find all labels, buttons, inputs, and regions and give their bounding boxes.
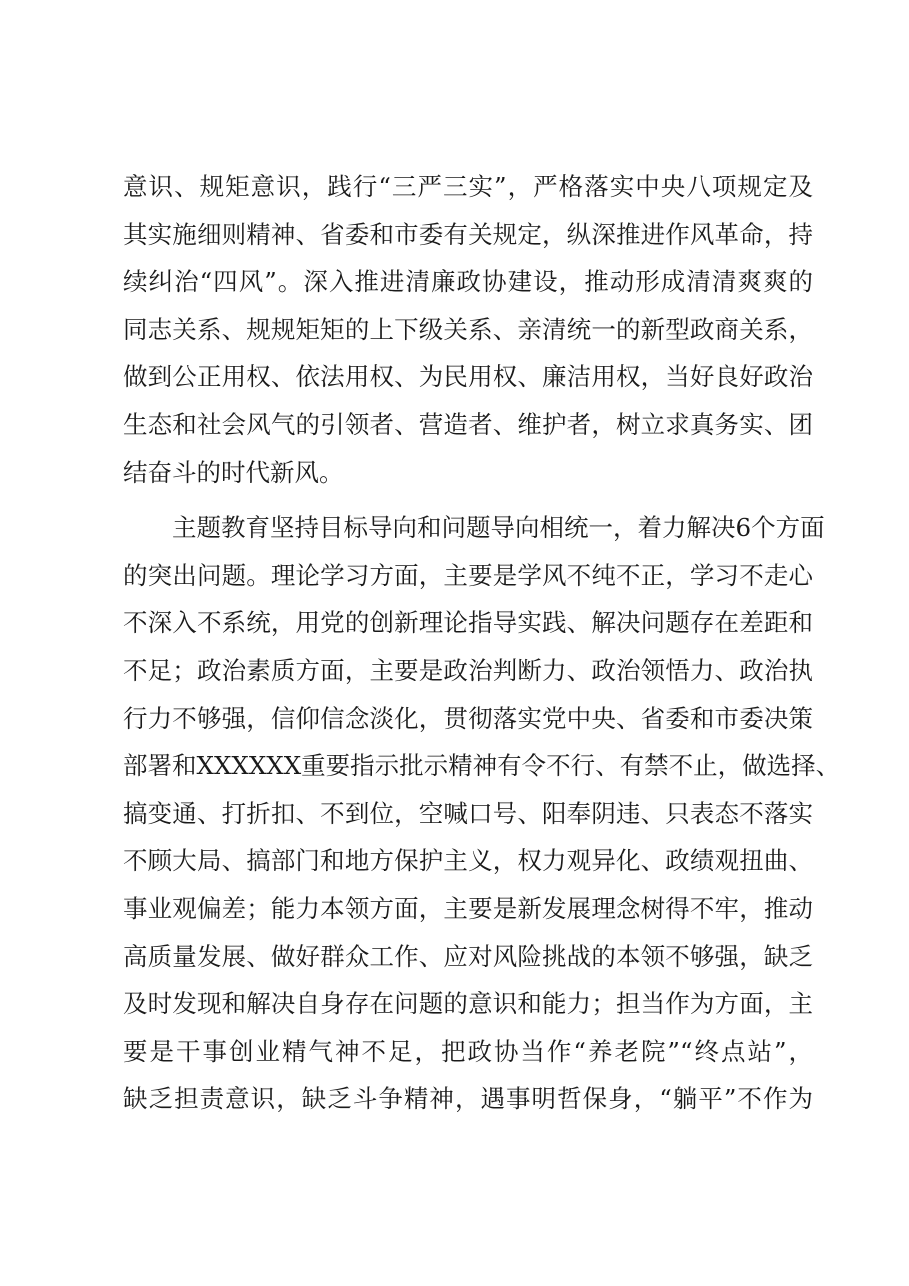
paragraph-line: 部署和XXXXXX重要指示批示精神有令不行、有禁不止，做选择、 [123,751,841,781]
paragraph-line: 及时发现和解决自身存在问题的意识和能力；担当作为方面，主 [123,989,813,1019]
paragraph-line: 高质量发展、做好群众工作、应对风险挑战的本领不够强，缺乏 [123,941,813,971]
paragraph-line [123,1123,813,1171]
paragraph-gap [123,496,813,504]
paragraph-line: 事业观偏差；能力本领方面，主要是新发展理念树得不牢，推动 [123,893,813,923]
paragraph-line: 行力不够强，信仰信念淡化，贯彻落实党中央、省委和市委决策 [123,703,813,733]
paragraph-line: 搞变通、打折扣、不到位，空喊口号、阳奉阴违、只表态不落实 [123,798,813,828]
paragraph-line: 做到公正用权、依法用权、为民用权、廉洁用权，当好良好政治 [123,362,813,392]
document-body [123,163,841,1218]
paragraph-line: 不顾大局、搞部门和地方保护主义，权力观异化、政绩观扭曲、 [123,846,813,876]
paragraph-line: 生态和社会风气的引领者、营造者、维护者，树立求真务实、团 [123,409,813,439]
paragraph-line [123,1170,813,1218]
paragraph-line: 同志关系、规规矩矩的上下级关系、亲清统一的新型政商关系， [123,314,813,344]
paragraph-1 [123,163,813,496]
paragraph-line: 要是干事创业精气神不足，把政协当作“养老院”“终点站”， [123,1036,813,1066]
paragraph-line: 不深入不系统，用党的创新理论指导实践、解决问题存在差距和 [123,608,813,638]
paragraph-line: 其实施细则精神、省委和市委有关规定，纵深推进作风革命，持 [123,219,813,249]
paragraph-line: 不足；政治素质方面，主要是政治判断力、政治领悟力、政治执 [123,655,813,685]
paragraph-line: 意识、规矩意识，践行“三严三实”，严格落实中央八项规定及 [123,172,813,201]
paragraph-2 [123,504,841,1218]
paragraph-line: 的突出问题。理论学习方面，主要是学风不纯不正，学习不走心 [123,560,813,590]
paragraph-line: 续纠治“四风”。深入推进清廉政协建设，推动形成清清爽爽的 [123,267,813,297]
paragraph-line: 结奋斗的时代新风。 [123,457,344,487]
paragraph-line: 主题教育坚持目标导向和问题导向相统一，着力解决6个方面 [172,513,825,543]
paragraph-line: 缺乏担责意识，缺乏斗争精神，遇事明哲保身，“躺平”不作为 [123,1084,813,1114]
